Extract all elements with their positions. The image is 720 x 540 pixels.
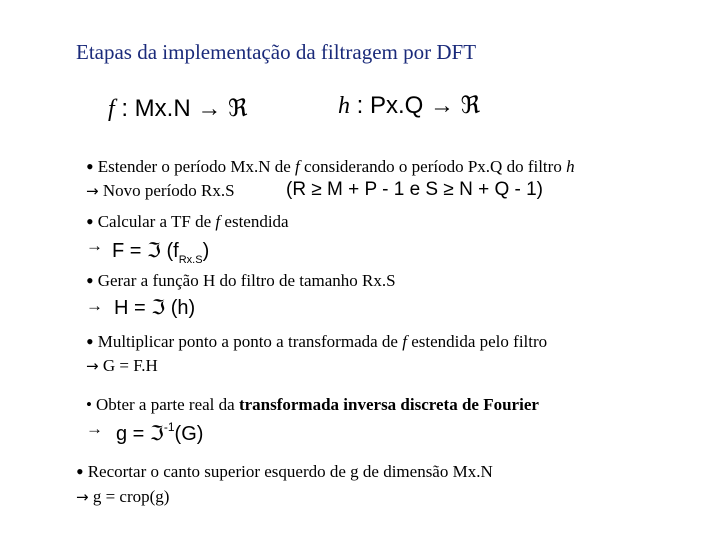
slide-title: Etapas da implementação da filtragem por DFT [76,40,477,64]
step-extend-result: → Novo período Rx.S [86,181,235,200]
bullet-icon: • [86,154,94,179]
step-crop: • Recortar o canto superior esquerdo de g de dimensão Mx.N [76,459,493,484]
step-filter-function: • Gerar a função H do filtro de tamanho Rx.S [86,268,396,293]
bullet-icon: • [86,329,94,354]
f-mapping-formula: f : Mx.N → ℜ [108,95,248,122]
arrow-right-icon: → [76,488,89,506]
step-inverse-transform: • Obter a parte real da transformada inversa discreta de Fourier [86,395,539,414]
step-multiply: • Multiplicar ponto a ponto a transformada de f estendida pelo filtro [86,329,548,354]
step-crop-result: → g = crop(g) [76,487,170,506]
bullet-icon: • [86,209,94,234]
inverse-tf-formula: g = ℑ$^{-1}$(G) [116,420,204,445]
arrow-right-icon: → [86,296,103,315]
step-extend-period: • Estender o período Mx.N de f considerando o período Px.Q do filtro h [86,154,575,179]
arrow-right-icon: → [86,182,99,200]
arrow-right-icon: → [86,357,99,375]
arrow-right-icon: → [86,419,103,438]
bullet-icon: • [86,268,94,293]
bullet-icon: • [86,395,92,414]
h-mapping-formula: h : Px.Q → ℜ [338,92,481,119]
arrow-right-icon: → [86,236,103,255]
period-condition-formula: (R ≥ M + P - 1 e S ≥ N + Q - 1) [286,179,544,200]
filter-tf-formula: H = ℑ (h) [114,297,196,319]
tf-formula: F = ℑ $(f_{Rx.S})$ [112,240,210,266]
bullet-icon: • [76,459,84,484]
step-compute-tf: • Calcular a TF de f estendida [86,209,289,234]
step-multiply-result: → G = F.H [86,356,158,375]
